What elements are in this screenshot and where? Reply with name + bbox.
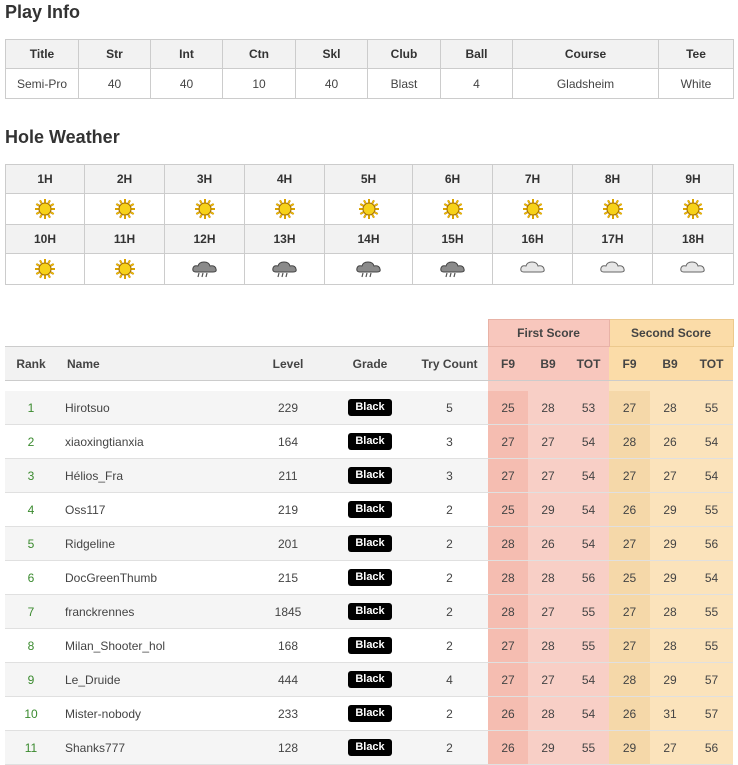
player-name: Ridgeline bbox=[57, 527, 247, 561]
second-f9-cell: 26 bbox=[609, 493, 650, 527]
first-b9-cell: 28 bbox=[528, 629, 568, 663]
first-tot-cell: 54 bbox=[568, 459, 609, 493]
rank-cell: 9 bbox=[5, 663, 57, 697]
level-cell: 233 bbox=[247, 697, 329, 731]
hole-label: 3H bbox=[165, 165, 245, 194]
rank-cell: 3 bbox=[5, 459, 57, 493]
second-tot-cell: 57 bbox=[690, 697, 733, 731]
sun-icon bbox=[85, 258, 164, 280]
rain-cloud-icon bbox=[413, 258, 492, 280]
first-f9-cell: 27 bbox=[488, 629, 528, 663]
first-tot-cell: 54 bbox=[568, 663, 609, 697]
play-info-value: White bbox=[659, 69, 734, 99]
sun-icon bbox=[413, 198, 492, 220]
play-info-value: 40 bbox=[79, 69, 151, 99]
grade-badge: Black bbox=[348, 433, 391, 450]
second-b9-cell: 28 bbox=[650, 595, 690, 629]
level-cell: 201 bbox=[247, 527, 329, 561]
rain-cloud-icon bbox=[245, 258, 324, 280]
hole-weather-cell bbox=[325, 254, 413, 285]
first-tot-cell: 54 bbox=[568, 425, 609, 459]
ranking-table bbox=[5, 319, 734, 765]
grade-badge: Black bbox=[348, 501, 391, 518]
grade-badge: Black bbox=[348, 637, 391, 654]
hole-weather-cell bbox=[85, 254, 165, 285]
first-f9-cell: 25 bbox=[488, 391, 528, 425]
rank-cell: 5 bbox=[5, 527, 57, 561]
col-level: Level bbox=[247, 347, 329, 381]
second-f9-cell: 27 bbox=[609, 595, 650, 629]
play-info-header: Club bbox=[368, 40, 441, 69]
first-f9-cell: 27 bbox=[488, 663, 528, 697]
second-b9-cell: 28 bbox=[650, 391, 690, 425]
col-second-tot: TOT bbox=[690, 347, 733, 381]
sun-icon bbox=[6, 258, 84, 280]
player-name: Hélios_Fra bbox=[57, 459, 247, 493]
sun-icon bbox=[85, 198, 164, 220]
play-info-value: Blast bbox=[368, 69, 441, 99]
grade-cell bbox=[329, 629, 411, 663]
first-f9-cell: 27 bbox=[488, 459, 528, 493]
level-cell: 168 bbox=[247, 629, 329, 663]
level-cell: 164 bbox=[247, 425, 329, 459]
grade-cell bbox=[329, 391, 411, 425]
sun-icon bbox=[165, 198, 244, 220]
second-b9-cell: 29 bbox=[650, 663, 690, 697]
hole-label: 10H bbox=[6, 225, 85, 254]
col-first-f9: F9 bbox=[488, 347, 528, 381]
first-tot-cell: 56 bbox=[568, 561, 609, 595]
hole-label: 9H bbox=[653, 165, 734, 194]
second-b9-cell: 29 bbox=[650, 493, 690, 527]
try-count-cell: 2 bbox=[411, 527, 488, 561]
table-row[interactable] bbox=[5, 459, 733, 493]
col-try-count: Try Count bbox=[411, 347, 488, 381]
second-tot-cell: 54 bbox=[690, 561, 733, 595]
hole-label: 1H bbox=[6, 165, 85, 194]
hole-weather-cell bbox=[653, 194, 734, 225]
second-f9-cell: 26 bbox=[609, 697, 650, 731]
sun-icon bbox=[245, 198, 324, 220]
hole-label: 7H bbox=[493, 165, 573, 194]
try-count-cell: 2 bbox=[411, 731, 488, 765]
level-cell: 128 bbox=[247, 731, 329, 765]
player-name: franckrennes bbox=[57, 595, 247, 629]
table-row[interactable] bbox=[5, 595, 733, 629]
play-info-table bbox=[5, 39, 734, 99]
hole-label: 8H bbox=[573, 165, 653, 194]
first-tot-cell: 55 bbox=[568, 629, 609, 663]
first-score-group: First Score bbox=[488, 320, 609, 347]
first-b9-cell: 26 bbox=[528, 527, 568, 561]
hole-weather-cell bbox=[413, 194, 493, 225]
sun-icon bbox=[6, 198, 84, 220]
first-f9-cell: 26 bbox=[488, 697, 528, 731]
play-info-header: Skl bbox=[296, 40, 368, 69]
first-tot-cell: 54 bbox=[568, 493, 609, 527]
second-tot-cell: 55 bbox=[690, 595, 733, 629]
first-tot-cell: 55 bbox=[568, 595, 609, 629]
grade-badge: Black bbox=[348, 671, 391, 688]
hole-weather-cell bbox=[6, 254, 85, 285]
hole-weather-cell bbox=[165, 254, 245, 285]
sun-icon bbox=[573, 198, 652, 220]
play-info-header: Str bbox=[79, 40, 151, 69]
rank-cell: 7 bbox=[5, 595, 57, 629]
grade-badge: Black bbox=[348, 399, 391, 416]
player-name: xiaoxingtianxia bbox=[57, 425, 247, 459]
second-f9-cell: 27 bbox=[609, 459, 650, 493]
play-info-header: Tee bbox=[659, 40, 734, 69]
first-b9-cell: 28 bbox=[528, 697, 568, 731]
rank-cell: 1 bbox=[5, 391, 57, 425]
hole-weather-cell bbox=[573, 254, 653, 285]
cloud-icon bbox=[573, 258, 652, 280]
col-grade: Grade bbox=[329, 347, 411, 381]
grade-cell bbox=[329, 493, 411, 527]
grade-badge: Black bbox=[348, 535, 391, 552]
second-score-group: Second Score bbox=[609, 320, 733, 347]
second-b9-cell: 31 bbox=[650, 697, 690, 731]
try-count-cell: 2 bbox=[411, 595, 488, 629]
second-f9-cell: 27 bbox=[609, 527, 650, 561]
try-count-cell: 2 bbox=[411, 629, 488, 663]
first-b9-cell: 28 bbox=[528, 391, 568, 425]
second-f9-cell: 28 bbox=[609, 663, 650, 697]
grade-cell bbox=[329, 663, 411, 697]
play-info-header: Int bbox=[151, 40, 223, 69]
first-f9-cell: 26 bbox=[488, 731, 528, 765]
col-first-b9: B9 bbox=[528, 347, 568, 381]
level-cell: 219 bbox=[247, 493, 329, 527]
col-first-tot: TOT bbox=[568, 347, 609, 381]
rain-cloud-icon bbox=[325, 258, 412, 280]
second-tot-cell: 56 bbox=[690, 731, 733, 765]
first-tot-cell: 54 bbox=[568, 697, 609, 731]
hole-weather-cell bbox=[165, 194, 245, 225]
second-tot-cell: 55 bbox=[690, 629, 733, 663]
second-f9-cell: 29 bbox=[609, 731, 650, 765]
hole-label: 2H bbox=[85, 165, 165, 194]
hole-label: 16H bbox=[493, 225, 573, 254]
first-tot-cell: 54 bbox=[568, 527, 609, 561]
level-cell: 215 bbox=[247, 561, 329, 595]
second-tot-cell: 55 bbox=[690, 493, 733, 527]
grade-cell bbox=[329, 459, 411, 493]
first-tot-cell: 53 bbox=[568, 391, 609, 425]
grade-badge: Black bbox=[348, 569, 391, 586]
hole-weather-cell bbox=[653, 254, 734, 285]
sun-icon bbox=[653, 198, 733, 220]
table-row[interactable] bbox=[5, 731, 733, 765]
table-row[interactable] bbox=[5, 527, 733, 561]
second-tot-cell: 54 bbox=[690, 425, 733, 459]
table-row[interactable] bbox=[5, 493, 733, 527]
hole-label: 15H bbox=[413, 225, 493, 254]
first-b9-cell: 27 bbox=[528, 663, 568, 697]
hole-weather-cell bbox=[325, 194, 413, 225]
grade-cell bbox=[329, 561, 411, 595]
second-b9-cell: 27 bbox=[650, 459, 690, 493]
table-row[interactable] bbox=[5, 425, 733, 459]
col-second-b9: B9 bbox=[650, 347, 690, 381]
level-cell: 1845 bbox=[247, 595, 329, 629]
hole-weather-cell bbox=[493, 194, 573, 225]
second-b9-cell: 29 bbox=[650, 527, 690, 561]
grade-cell bbox=[329, 595, 411, 629]
play-info-header: Ctn bbox=[223, 40, 296, 69]
level-cell: 229 bbox=[247, 391, 329, 425]
play-info-value: 40 bbox=[296, 69, 368, 99]
second-tot-cell: 55 bbox=[690, 391, 733, 425]
first-f9-cell: 25 bbox=[488, 493, 528, 527]
second-f9-cell: 25 bbox=[609, 561, 650, 595]
table-row[interactable] bbox=[5, 663, 733, 697]
first-b9-cell: 27 bbox=[528, 425, 568, 459]
second-tot-cell: 56 bbox=[690, 527, 733, 561]
second-f9-cell: 27 bbox=[609, 391, 650, 425]
hole-label: 12H bbox=[165, 225, 245, 254]
play-info-header: Title bbox=[6, 40, 79, 69]
hole-weather-cell bbox=[573, 194, 653, 225]
try-count-cell: 3 bbox=[411, 425, 488, 459]
col-name: Name bbox=[57, 347, 247, 381]
play-info-value: Gladsheim bbox=[513, 69, 659, 99]
try-count-cell: 4 bbox=[411, 663, 488, 697]
grade-badge: Black bbox=[348, 739, 391, 756]
hole-label: 5H bbox=[325, 165, 413, 194]
grade-cell bbox=[329, 731, 411, 765]
second-b9-cell: 29 bbox=[650, 561, 690, 595]
player-name: Oss117 bbox=[57, 493, 247, 527]
player-name: Mister-nobody bbox=[57, 697, 247, 731]
hole-label: 14H bbox=[325, 225, 413, 254]
play-info-value: Semi-Pro bbox=[6, 69, 79, 99]
play-info-value: 4 bbox=[441, 69, 513, 99]
try-count-cell: 2 bbox=[411, 561, 488, 595]
hole-weather-title: Hole Weather bbox=[5, 127, 120, 147]
table-row[interactable] bbox=[5, 561, 733, 595]
play-info-value: 10 bbox=[223, 69, 296, 99]
hole-label: 4H bbox=[245, 165, 325, 194]
grade-cell bbox=[329, 425, 411, 459]
level-cell: 444 bbox=[247, 663, 329, 697]
second-f9-cell: 27 bbox=[609, 629, 650, 663]
player-name: Le_Druide bbox=[57, 663, 247, 697]
play-info-header: Ball bbox=[441, 40, 513, 69]
first-b9-cell: 28 bbox=[528, 561, 568, 595]
grade-badge: Black bbox=[348, 467, 391, 484]
table-row[interactable] bbox=[5, 697, 733, 731]
cloud-icon bbox=[653, 258, 733, 280]
hole-weather-cell bbox=[493, 254, 573, 285]
col-rank: Rank bbox=[5, 347, 57, 381]
player-name: Shanks777 bbox=[57, 731, 247, 765]
rank-cell: 4 bbox=[5, 493, 57, 527]
hole-weather-cell bbox=[245, 254, 325, 285]
sun-icon bbox=[325, 198, 412, 220]
second-b9-cell: 26 bbox=[650, 425, 690, 459]
player-name: DocGreenThumb bbox=[57, 561, 247, 595]
hole-weather-cell bbox=[245, 194, 325, 225]
rank-cell: 11 bbox=[5, 731, 57, 765]
table-row[interactable] bbox=[5, 391, 733, 425]
first-f9-cell: 28 bbox=[488, 561, 528, 595]
first-b9-cell: 29 bbox=[528, 731, 568, 765]
play-info-value: 40 bbox=[151, 69, 223, 99]
first-b9-cell: 27 bbox=[528, 595, 568, 629]
player-name: Hirotsuo bbox=[57, 391, 247, 425]
try-count-cell: 2 bbox=[411, 493, 488, 527]
cloud-icon bbox=[493, 258, 572, 280]
col-second-f9: F9 bbox=[609, 347, 650, 381]
second-tot-cell: 54 bbox=[690, 459, 733, 493]
first-tot-cell: 55 bbox=[568, 731, 609, 765]
grade-cell bbox=[329, 697, 411, 731]
grade-badge: Black bbox=[348, 603, 391, 620]
play-info-header: Course bbox=[513, 40, 659, 69]
player-name: Milan_Shooter_hol bbox=[57, 629, 247, 663]
first-b9-cell: 27 bbox=[528, 459, 568, 493]
first-b9-cell: 29 bbox=[528, 493, 568, 527]
second-b9-cell: 27 bbox=[650, 731, 690, 765]
hole-label: 18H bbox=[653, 225, 734, 254]
first-f9-cell: 28 bbox=[488, 595, 528, 629]
play-info-title: Play Info bbox=[5, 2, 81, 22]
hole-weather-cell bbox=[413, 254, 493, 285]
table-row[interactable] bbox=[5, 629, 733, 663]
grade-cell bbox=[329, 527, 411, 561]
level-cell: 211 bbox=[247, 459, 329, 493]
rank-cell: 8 bbox=[5, 629, 57, 663]
hole-label: 11H bbox=[85, 225, 165, 254]
first-f9-cell: 27 bbox=[488, 425, 528, 459]
grade-badge: Black bbox=[348, 705, 391, 722]
sun-icon bbox=[493, 198, 572, 220]
hole-weather-cell bbox=[85, 194, 165, 225]
rank-cell: 6 bbox=[5, 561, 57, 595]
rain-cloud-icon bbox=[165, 258, 244, 280]
hole-label: 13H bbox=[245, 225, 325, 254]
try-count-cell: 3 bbox=[411, 459, 488, 493]
first-f9-cell: 28 bbox=[488, 527, 528, 561]
rank-cell: 10 bbox=[5, 697, 57, 731]
hole-weather-table bbox=[5, 164, 734, 285]
second-tot-cell: 57 bbox=[690, 663, 733, 697]
hole-weather-cell bbox=[6, 194, 85, 225]
hole-label: 17H bbox=[573, 225, 653, 254]
second-b9-cell: 28 bbox=[650, 629, 690, 663]
rank-cell: 2 bbox=[5, 425, 57, 459]
try-count-cell: 5 bbox=[411, 391, 488, 425]
second-f9-cell: 28 bbox=[609, 425, 650, 459]
hole-label: 6H bbox=[413, 165, 493, 194]
try-count-cell: 2 bbox=[411, 697, 488, 731]
